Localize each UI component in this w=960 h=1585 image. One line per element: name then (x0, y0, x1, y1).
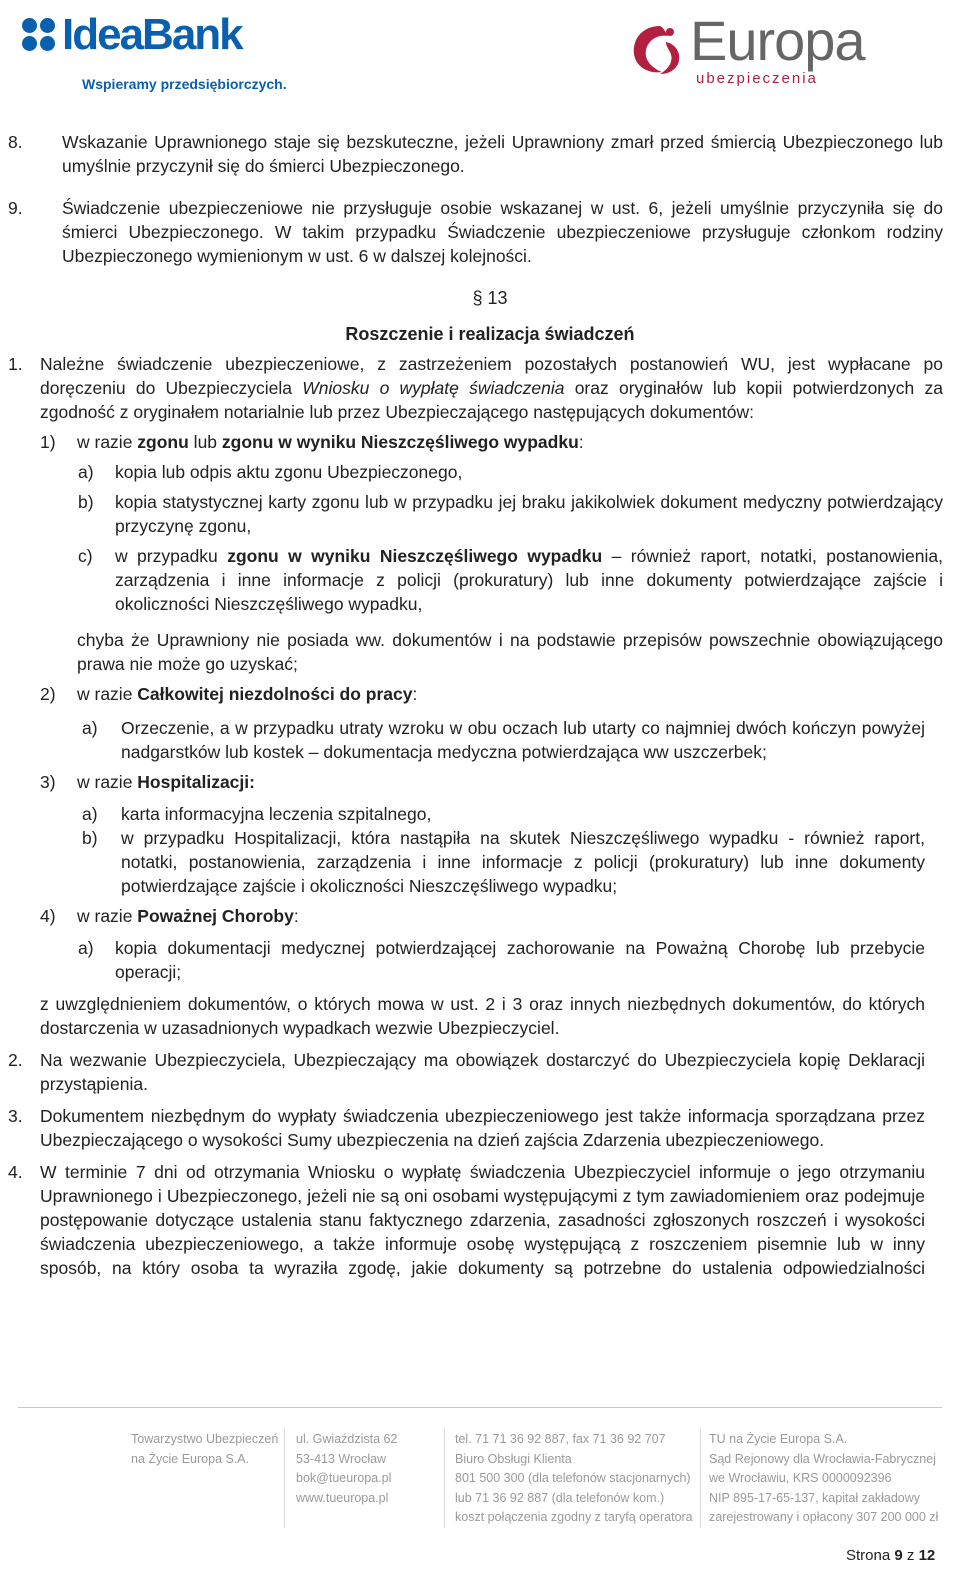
footer-separator (284, 1428, 285, 1528)
idea-bank-logo-text: IdeaBank (62, 10, 242, 59)
item-number: 1) (40, 432, 56, 452)
item-text: : (412, 684, 418, 704)
europa-logo (630, 10, 930, 90)
item-number: 3. (8, 1106, 23, 1126)
paragraph-closing: z uwzględnieniem dokumentów, o których mowa w ust. 2 i 3 oraz innych niezbędnych dokumentów, do których dostarczenia w uzasadnionych wypadkach wezwie Ubezpieczyciel. (40, 994, 925, 1038)
item-text: kopia dokumentacji medycznej potwierdzającej zachorowanie na Poważną Chorobę lub przebycie operacji; (115, 938, 925, 982)
sub-sub-item (0, 802, 960, 826)
item-text: w razie (77, 906, 138, 926)
footer-separator (700, 1428, 701, 1528)
item-letter: a) (82, 804, 98, 824)
sub-item-2 (0, 682, 960, 706)
item-number: 2) (40, 684, 56, 704)
europa-subtitle: ubezpieczenia (696, 70, 818, 87)
item-letter: a) (78, 462, 94, 482)
page-of: z (906, 1547, 915, 1564)
item-text: w razie (77, 432, 138, 452)
footer-line: Biuro Obsługi Klienta (455, 1451, 572, 1466)
item-text: lub (188, 432, 222, 452)
sub-item-tail: chyba że Uprawniony nie posiada ww. dokumentów i na podstawie przepisów powszechnie obowiązującego prawa nie może go uzyskać; (77, 630, 943, 674)
footer-divider (18, 1407, 942, 1408)
idea-dots-icon (22, 18, 58, 54)
list-item (0, 130, 960, 178)
footer-separator (444, 1428, 445, 1528)
item-bold: Hospitalizacji: (137, 772, 255, 792)
footer-line: Towarzystwo Ubezpieczeń (131, 1432, 279, 1446)
document-body (0, 130, 960, 1280)
footer-contact (455, 1430, 693, 1528)
item-bold: Całkowitej niezdolności do pracy (137, 684, 413, 704)
item-text: : (293, 906, 299, 926)
item-number: 8. (8, 132, 23, 152)
sub-sub-item (0, 544, 960, 616)
page-current: 9 (894, 1547, 903, 1564)
footer-line: ul. Gwiaździsta 62 (296, 1432, 398, 1446)
footer-company (131, 1430, 278, 1469)
sub-item-1 (0, 430, 960, 454)
item-text: Dokumentem niezbędnym do wypłaty świadczenia ubezpieczeniowego jest także informacja sporządzana przez Ubezpieczającego o wysokości Sumy ubezpieczenia na dzień zajścia Zdarzenia ubezpieczeniowego. (40, 1106, 925, 1150)
page-number (846, 1547, 935, 1564)
item-bold: zgonu w wyniku Nieszczęśliwego wypadku (227, 546, 603, 566)
item-text: Na wezwanie Ubezpieczyciela, Ubezpieczający ma obowiązek dostarczyć do Ubezpieczyciela kopię Deklaracji przystąpienia. (40, 1050, 925, 1094)
sub-sub-item (0, 826, 960, 898)
footer-line: NIP 895-17-65-137, kapitał zakładowy (709, 1490, 921, 1505)
page-total: 12 (918, 1547, 936, 1564)
sub-sub-item (0, 716, 960, 764)
idea-bank-tagline: Wspieramy przedsiębiorczych. (82, 76, 287, 92)
item-text: : (578, 432, 584, 452)
item-text: – również raport, notatki, postanowienia, zarządzenia i inne informacje z policji (prokuratury) lub inne dokumenty potwierdzające zajście i okoliczności Nieszczęśliwego wypadku, (115, 546, 943, 614)
paragraph-italic: Wniosku o wypłatę świadczenia (302, 378, 565, 398)
footer-line: zarejestrowany i opłacony 307 200 000 zł (709, 1510, 939, 1524)
item-number: 9. (8, 198, 23, 218)
footer-line: na Życie Europa S.A. (131, 1451, 250, 1466)
item-bold: Poważnej Choroby (137, 906, 294, 926)
item-bold: zgonu w wyniku Nieszczęśliwego wypadku (221, 432, 579, 452)
sub-sub-item (0, 936, 960, 984)
sub-item-4 (0, 904, 960, 928)
footer-email-link[interactable]: bok@tueuropa.pl (296, 1471, 392, 1485)
item-number: 4. (8, 1162, 23, 1182)
item-number: 1. (8, 354, 23, 374)
section-title: Roszczenie i realizacja świadczeń (345, 324, 635, 344)
item-text: w razie (77, 684, 138, 704)
footer-line: koszt połączenia zgodny z taryfą operatora (455, 1510, 693, 1524)
item-text: w razie (77, 772, 138, 792)
paragraph-1 (0, 352, 960, 424)
item-text: Orzeczenie, a w przypadku utraty wzroku w obu oczach lub utarty co najmniej dwóch kończyn powyżej nadgarstków lub kostek – dokumentacja medyczna potwierdzająca ww uszczerbek; (121, 718, 925, 762)
item-text: w przypadku Hospitalizacji, która nastąpiła na skutek Nieszczęśliwego wypadku - również raport, notatki, postanowienia, zarządzenia i inne informacje z policji (prokuratury) lub inne dokumenty potwierdzające zajście i okoliczności Nieszczęśliwego wypadku; (121, 828, 925, 896)
item-number: 3) (40, 772, 56, 792)
paragraph-text: Należne świadczenie ubezpieczeniowe, z zastrzeżeniem pozostałych postanowień WU, jest wypłacane po doręczeniu do Ubezpieczyciela (40, 354, 943, 398)
item-text: w przypadku (115, 546, 228, 566)
item-text: W terminie 7 dni od otrzymania Wniosku o wypłatę świadczenia Ubezpieczyciel informuje o jego otrzymaniu Uprawnionego i Ubezpieczonego, jeżeli nie są oni osobami występującymi z tym zawiadomieniem oraz podejmuje postępowanie dotyczące ustalenia stanu faktycznego zdarzenia, zasadności zgłoszonych roszczeń i wysokości świadczenia ubezpieczeniowego, a także informuje osobę występującą z roszczeniem pisemnie lub w inny sposób, na który osoba ta wyraziła zgodę, jakie dokumenty są potrzebne do ustalenia odpowiedzialności (40, 1162, 925, 1278)
footer-line: 53-413 Wrocław (296, 1451, 387, 1466)
item-text: kopia lub odpis aktu zgonu Ubezpieczonego, (115, 462, 463, 482)
item-text: kopia statystycznej karty zgonu lub w przypadku jej braku jakikolwiek dokument medyczny potwierdzający przyczynę zgonu, (115, 492, 943, 536)
list-item (0, 1104, 960, 1152)
paragraph-text: oraz oryginałów lub kopii potwierdzonych za zgodność z oryginałem notarialnie lub przez Ubezpieczającego następujących dokumentów: (40, 378, 943, 422)
footer-website-link[interactable]: www.tueuropa.pl (296, 1490, 389, 1505)
footer-registry (709, 1430, 938, 1528)
item-number: 2. (8, 1050, 23, 1070)
footer-line: TU na Życie Europa S.A. (709, 1432, 848, 1446)
item-bold: zgonu (137, 432, 189, 452)
footer-line: 801 500 300 (dla telefonów stacjonarnych) (455, 1471, 691, 1485)
footer-line: tel. 71 71 36 92 887, fax 71 36 92 707 (455, 1432, 666, 1446)
list-item (0, 1160, 960, 1280)
item-letter: c) (78, 546, 93, 566)
footer-address (296, 1430, 397, 1508)
item-letter: a) (78, 938, 94, 958)
list-item (0, 196, 960, 268)
footer-line: we Wrocławiu, KRS 0000092396 (709, 1471, 892, 1485)
list-item (0, 1048, 960, 1096)
item-letter: b) (78, 492, 94, 512)
page-label: Strona (846, 1547, 891, 1564)
page-header (0, 0, 960, 110)
sub-item-3 (0, 770, 960, 794)
sub-sub-item (0, 460, 960, 484)
item-text: Wskazanie Uprawnionego staje się bezskuteczne, jeżeli Uprawniony zmarł przed śmiercią Ubezpieczonego lub umyślnie przyczynił się do śmierci Ubezpieczonego. (62, 132, 943, 176)
item-number: 4) (40, 906, 56, 926)
footer-line: lub 71 36 92 887 (dla telefonów kom.) (455, 1490, 665, 1505)
europa-logo-text: Europa (690, 9, 865, 72)
sub-sub-item (0, 490, 960, 538)
item-letter: a) (82, 718, 98, 738)
item-text: Świadczenie ubezpieczeniowe nie przysługuje osobie wskazanej w ust. 6, jeżeli umyślnie przyczyniła się do śmierci Ubezpieczonego. W takim przypadku Świadczenie ubezpieczeniowe przysługuje członkom rodziny Ubezpieczonego wymienionym w ust. 6 w dalszej kolejności. (62, 198, 943, 266)
section-number: § 13 (472, 288, 508, 308)
europa-swirl-icon (630, 22, 688, 76)
footer-line: Sąd Rejonowy dla Wrocławia-Fabrycznej (709, 1451, 936, 1466)
item-letter: b) (82, 828, 98, 848)
item-text: karta informacyjna leczenia szpitalnego, (121, 804, 432, 824)
